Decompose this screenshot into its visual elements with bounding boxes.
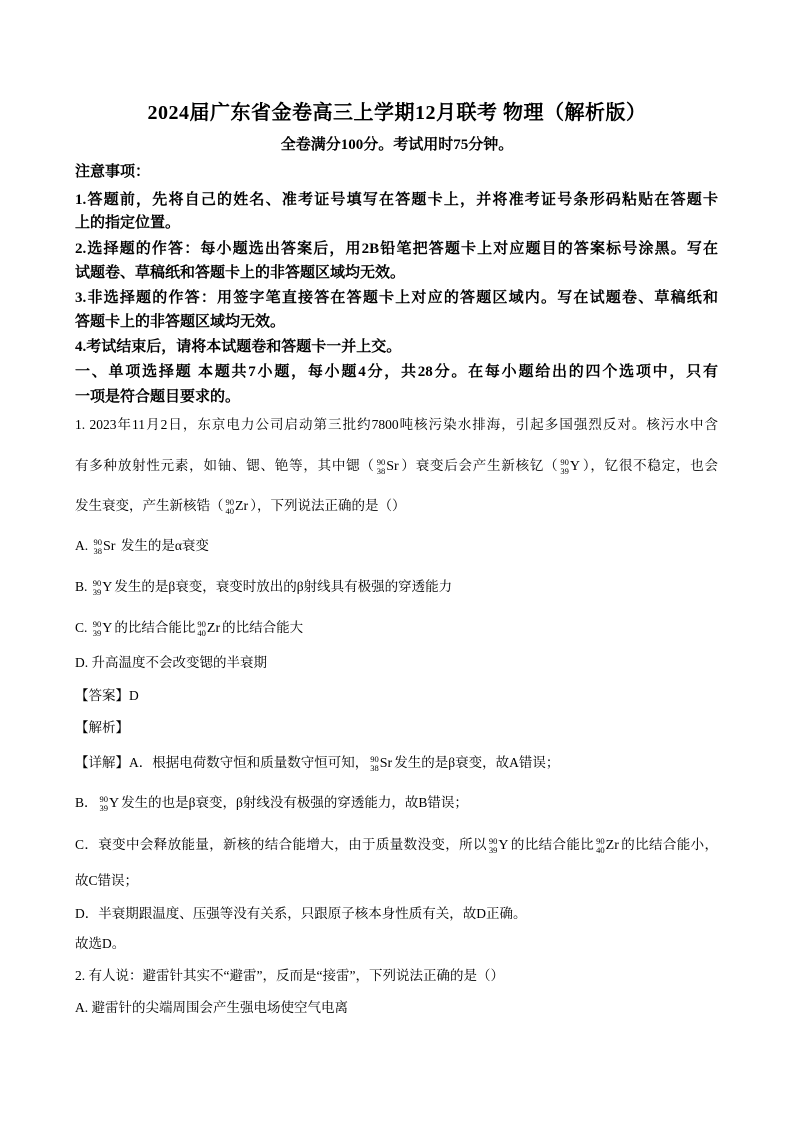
element-symbol: Y — [498, 837, 509, 853]
atomic-number: 40 — [197, 627, 206, 638]
text-segment: 发生的也是β衰变，β射线没有极强的穿透能力，故B错误； — [121, 795, 468, 810]
nuclide-zirconium-90 — [197, 620, 220, 638]
q1-answer: 【答案】D — [75, 688, 139, 703]
mass-number: 90 — [99, 793, 109, 804]
nuclide-strontium-90 — [370, 755, 392, 773]
nuclide-strontium-90 — [94, 538, 116, 556]
notice-item-1-line-1: 1.答题前，先将自己的姓名、准考证号填写在答题卡上，并将准考证号条形码粘贴在答题卡 — [75, 192, 718, 208]
text-segment: 发生的是β衰变，衰变时放出的β射线具有极强的穿透能力 — [114, 579, 453, 594]
text-segment: 发生的是β衰变，故A错误； — [394, 755, 560, 770]
text-segment: 的比结合能大 — [222, 620, 304, 635]
text-segment: 有多种放射性元素，如铀、锶、铯等，其中锶（ — [75, 458, 375, 473]
atomic-number: 38 — [370, 762, 379, 773]
mass-number: 90 — [197, 618, 206, 629]
atomic-number: 39 — [560, 465, 569, 476]
text-segment: 的比结合能小， — [620, 837, 719, 852]
atomic-number: 40 — [596, 844, 605, 855]
nuclide-zirconium-90 — [596, 837, 619, 855]
section-heading-line-1: 一、单项选择题 本题共7小题，每小题4分，共28分。在每小题给出的四个选项中，只有 — [75, 364, 718, 380]
element-symbol: Zr — [605, 837, 619, 853]
text-segment: 的比结合能比 — [510, 837, 595, 852]
mass-number: 90 — [560, 456, 569, 467]
option-label: C. — [75, 620, 91, 635]
mass-number: 90 — [376, 456, 386, 467]
nuclide-yttrium-90 — [93, 620, 113, 638]
q1-option-a — [75, 536, 718, 556]
text-segment: ），下列说法正确的是（） — [250, 498, 406, 513]
atomic-number: 39 — [92, 627, 102, 638]
atomic-number: 38 — [93, 545, 102, 556]
mass-number: 90 — [92, 618, 102, 629]
q1-detail-a — [75, 753, 718, 773]
q1-detail-c-continued: 故C错误； — [75, 873, 139, 888]
text-segment: 的比结合能比 — [114, 620, 196, 635]
option-label: A. — [75, 538, 92, 553]
atomic-number: 39 — [488, 844, 498, 855]
q1-option-d: D. 升高温度不会改变锶的半衰期 — [75, 655, 267, 670]
text-segment: C．衰变中会释放能量，新核的结合能增大，由于质量数没变，所以 — [75, 837, 487, 852]
notice-item-3-line-1: 3.非选择题的作答：用签字笔直接答在答题卡上对应的答题区域内。写在试题卷、草稿纸和 — [75, 290, 718, 306]
notice-item-1-line-2: 上的指定位置。 — [75, 215, 181, 231]
text-segment: 发生衰变，产生新核锆（ — [75, 498, 224, 513]
element-symbol: Zr — [206, 620, 221, 636]
nuclide-zirconium-90 — [226, 498, 249, 516]
text-segment: ）衰变后会产生新核钇（ — [400, 458, 559, 473]
page-title: 2024届广东省金卷高三上学期12月联考 物理（解析版） — [147, 102, 647, 124]
mass-number: 90 — [92, 577, 102, 588]
element-symbol: Sr — [379, 755, 393, 771]
q1-option-c — [75, 618, 718, 638]
element-symbol: Y — [109, 795, 120, 811]
element-symbol: Zr — [235, 498, 249, 514]
nuclide-yttrium-90 — [560, 458, 580, 476]
q1-detail-b — [75, 793, 718, 813]
atomic-number: 39 — [92, 586, 102, 597]
q1-conclusion: 故选D。 — [75, 936, 126, 951]
q1-analysis-label: 【解析】 — [75, 720, 129, 735]
section-heading-line-2: 一项是符合题目要求的。 — [75, 389, 241, 405]
text-segment: B． — [75, 795, 98, 810]
text-segment: 【详解】A．根据电荷数守恒和质量数守恒可知， — [75, 755, 369, 770]
notice-item-4: 4.考试结束后，请将本试题卷和答题卡一并上交。 — [75, 339, 402, 355]
element-symbol: Sr — [386, 458, 399, 474]
page-subtitle: 全卷满分100分。考试用时75分钟。 — [280, 137, 514, 153]
mass-number: 90 — [225, 496, 234, 507]
q1-detail-c — [75, 835, 718, 855]
option-label: B. — [75, 579, 91, 594]
mass-number: 90 — [596, 835, 605, 846]
atomic-number: 38 — [376, 465, 386, 476]
q2-stem: 2. 有人说：避雷针其实不“避雷”，反而是“接雷”，下列说法正确的是（） — [75, 968, 504, 983]
nuclide-strontium-90 — [377, 458, 399, 476]
notice-heading: 注意事项： — [75, 164, 151, 180]
notice-item-2-line-1: 2.选择题的作答：每小题选出答案后，用2B铅笔把答题卡上对应题目的答案标号涂黑。写在 — [75, 241, 718, 257]
q1-stem-line-1: 1. 2023年11月2日，东京电力公司启动第三批约7800吨核污染水排海，引起多国强烈反对。核污水中含 — [75, 417, 718, 432]
mass-number: 90 — [93, 536, 102, 547]
element-symbol: Y — [102, 620, 113, 636]
q1-stem-line-2 — [75, 456, 718, 476]
atomic-number: 40 — [225, 505, 234, 516]
q1-detail-d: D．半衰期跟温度、压强等没有关系，只跟原子核本身性质有关，故D正确。 — [75, 906, 527, 921]
mass-number: 90 — [488, 835, 498, 846]
q1-option-b — [75, 577, 718, 597]
nuclide-yttrium-90 — [93, 579, 113, 597]
q2-option-a: A. 避雷针的尖端周围会产生强电场使空气电离 — [75, 1000, 348, 1015]
text-segment: ），钇很不稳定，也会 — [582, 458, 719, 473]
element-symbol: Y — [102, 579, 113, 595]
mass-number: 90 — [370, 753, 379, 764]
atomic-number: 39 — [99, 802, 109, 813]
nuclide-yttrium-90 — [489, 837, 509, 855]
nuclide-yttrium-90 — [100, 795, 120, 813]
text-segment: 发生的是α衰变 — [117, 538, 209, 553]
element-symbol: Sr — [103, 538, 116, 554]
notice-item-2-line-2: 试题卷、草稿纸和答题卡上的非答题区域均无效。 — [75, 265, 406, 281]
notice-item-3-line-2: 答题卡上的非答题区域均无效。 — [75, 314, 286, 330]
q1-stem-line-3 — [75, 496, 718, 516]
element-symbol: Y — [569, 458, 581, 474]
